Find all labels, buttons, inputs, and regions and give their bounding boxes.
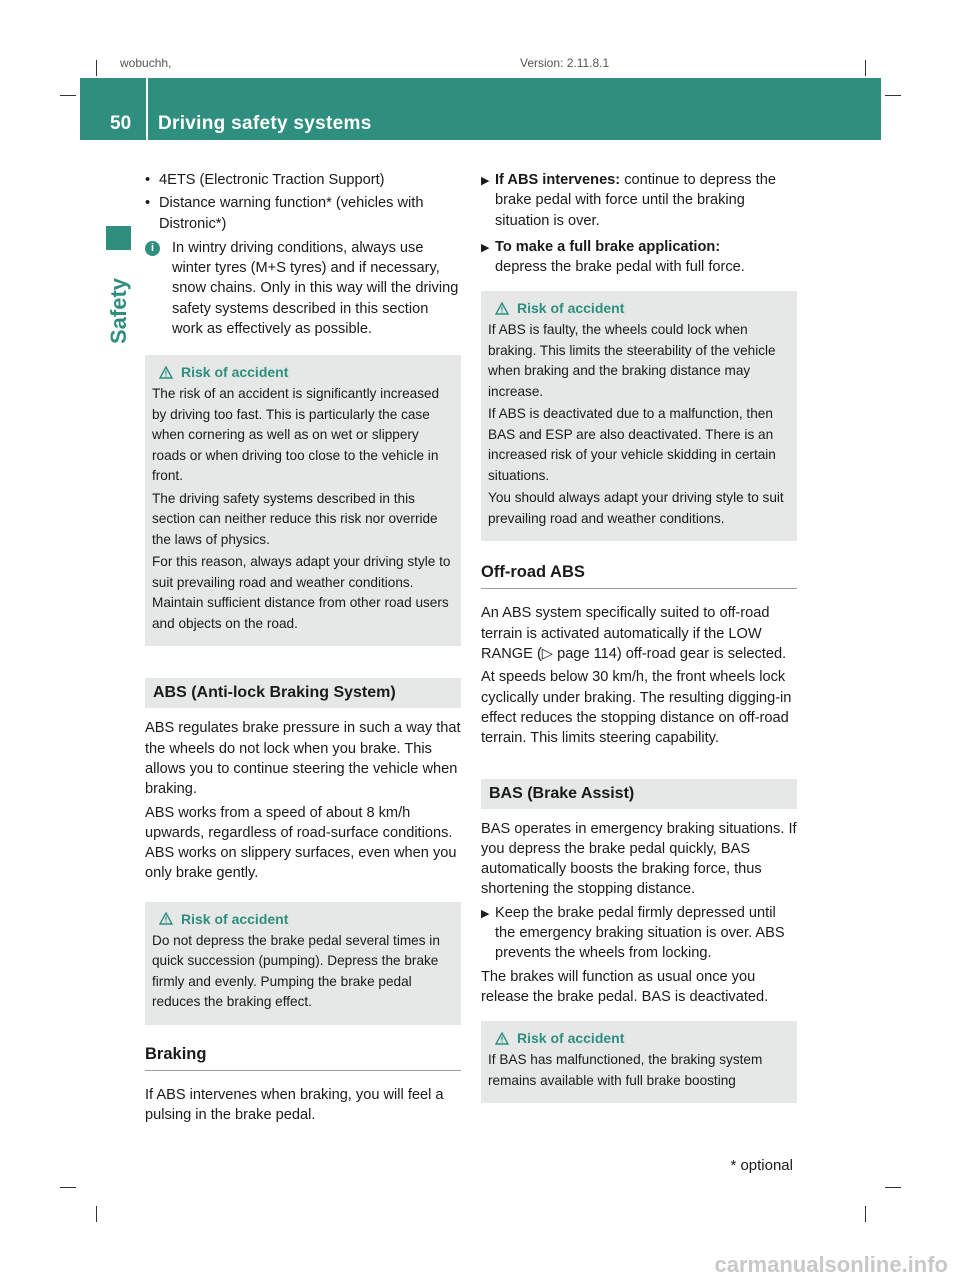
footnote-optional: * optional (730, 1157, 793, 1174)
instruction-step: ▶ To make a full brake application: depress the brake pedal with full force. (481, 237, 797, 278)
bullet-icon: • (145, 172, 151, 188)
subsection-heading-braking: Braking (145, 1045, 461, 1071)
section-marker (106, 226, 131, 250)
warning-box (481, 1021, 797, 1103)
warning-box (145, 902, 461, 1025)
body-paragraph: At speeds below 30 km/h, the front wheels lock cyclically under braking. The resulting digging-in effect reduces the stopping distance on off-road terrain. This limits steering capability. (481, 669, 792, 747)
crop-mark (60, 1187, 76, 1188)
left-column (145, 170, 461, 1128)
warning-text: If ABS is faulty, the wheels could lock when braking. This limits the steerability of the vehicle when braking and the braking distance may increase. (488, 322, 776, 399)
subsection-heading-offroad-abs: Off-road ABS (481, 563, 797, 589)
watermark: carmanualsonline.info (714, 1252, 948, 1277)
header-divider (146, 78, 148, 140)
warning-box (145, 355, 461, 646)
step-arrow-icon: ▶ (481, 907, 490, 920)
warning-text: Do not depress the brake pedal several times in quick succession (pumping). Depress the brake firmly and evenly. Pumping the brake pedal reduces the braking effect. (152, 932, 440, 1010)
warning-triangle-icon (159, 912, 173, 925)
warning-title: Risk of accident (517, 1030, 625, 1047)
warning-text: The risk of an accident is significantly increased by driving too fast. This is particularly the case when cornering as well as on wet or slippery roads or when driving too close to the vehicle in front. (152, 386, 440, 484)
step-arrow-icon: ▶ (481, 175, 490, 187)
body-paragraph: An ABS system specifically suited to off-road terrain is activated automatically if the LOW RANGE (▷ page 114) off-road gear is selected. (481, 605, 787, 663)
warning-triangle-icon (495, 1032, 509, 1045)
instruction-step: ▶ If ABS intervenes: continue to depress the brake pedal with force until the braking situation is over. (481, 170, 797, 231)
crop-mark (865, 60, 866, 76)
page-title: Driving safety systems (158, 113, 372, 134)
crop-mark (865, 1206, 866, 1222)
bullet-icon: • (145, 195, 151, 212)
warning-title: Risk of accident (517, 300, 625, 317)
warning-text: If ABS is deactivated due to a malfunction, then BAS and ESP are also deactivated. There is an increased risk of your vehicle skidding in certain situations. (488, 406, 776, 483)
warning-triangle-icon (159, 366, 173, 379)
section-heading-bas: BAS (Brake Assist) (481, 779, 797, 809)
info-text: In wintry driving conditions, always use winter tyres (M+S tyres) and if necessary, snow chains. Only in this way will the driving safety systems described in this section work as effectively as possible. (172, 239, 459, 338)
print-meta-right: Version: 2.11.8.1 (520, 56, 610, 70)
section-heading-abs: ABS (Anti-lock Braking System) (145, 678, 461, 708)
body-paragraph: The brakes will function as usual once you release the brake pedal. BAS is deactivated. (481, 968, 769, 1005)
info-note (145, 238, 461, 339)
warning-title: Risk of accident (181, 910, 289, 927)
section-tab-label: Safety (106, 277, 131, 344)
warning-text: If BAS has malfunctioned, the braking system remains available with full brake boosting (488, 1052, 763, 1088)
warning-triangle-icon (495, 302, 509, 315)
warning-text: For this reason, always adapt your driving style to suit prevailing road and weather conditions. Maintain sufficient distance from other road users and objects on the road. (152, 554, 451, 631)
body-paragraph: ABS works from a speed of about 8 km/h upwards, regardless of road-surface conditions. ABS works on slippery surfaces, even when you only brake gently. (145, 804, 457, 882)
crop-mark (96, 1206, 97, 1222)
list-item: • Distance warning function* (vehicles with Distronic*) (145, 193, 461, 234)
warning-text: The driving safety systems described in this section can neither reduce this risk nor override the laws of physics. (152, 490, 438, 547)
warning-box (481, 291, 797, 541)
body-paragraph: BAS operates in emergency braking situations. If you depress the brake pedal quickly, BAS automatically boosts the braking force, thus shortening the stopping distance. (481, 820, 797, 898)
page-number: 50 (110, 113, 132, 134)
crop-mark (96, 60, 97, 76)
body-paragraph: ABS regulates brake pressure in such a way that the wheels do not lock when you brake. This allows you to continue steering the vehicle when braking. (145, 720, 461, 798)
page-header (80, 78, 881, 140)
warning-text: You should always adapt your driving style to suit prevailing road and weather conditions. (488, 490, 784, 526)
body-paragraph: If ABS intervenes when braking, you will feel a pulsing in the brake pedal. (145, 1086, 444, 1124)
instruction-step: ▶ Keep the brake pedal firmly depressed until the emergency braking situation is over. ABS prevents the wheels from locking. (481, 903, 797, 964)
step-arrow-icon: ▶ (481, 241, 490, 254)
crop-mark (885, 1187, 901, 1188)
crop-mark (885, 95, 901, 96)
right-column (481, 170, 797, 1103)
crop-mark (60, 95, 76, 96)
info-icon: i (145, 241, 160, 256)
print-meta-left: wobuchh, (120, 56, 172, 70)
warning-title: Risk of accident (181, 364, 289, 381)
list-item: • 4ETS (Electronic Traction Support) (145, 170, 461, 190)
